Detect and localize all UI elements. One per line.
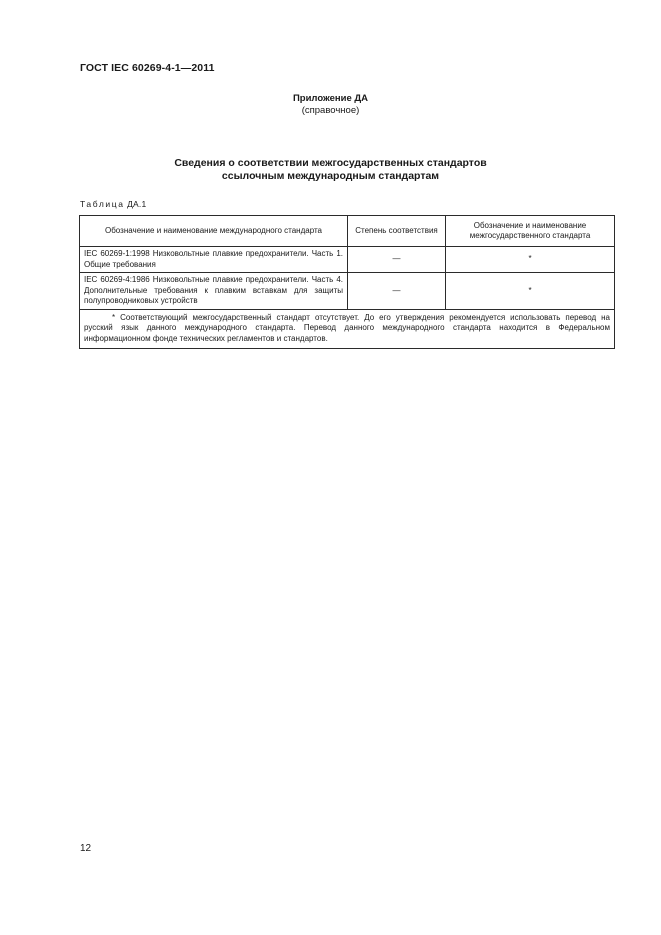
document-code: ГОСТ IEC 60269-4-1—2011	[80, 62, 215, 74]
row-2-degree: —	[348, 273, 446, 310]
table-label-number: ДА.1	[127, 199, 147, 209]
page-number: 12	[80, 843, 92, 854]
annex-subtitle: (справочное)	[301, 104, 360, 116]
footnote-text: * Соответствующий межгосударственный стандарт отсутствует. До его утверждения рекомендуется использовать перевод на русский язык данного международного стандарта. Перевод данного международного стандарта находится в Федеральном информационном фонде технических регламентов и стандартов.	[84, 312, 610, 343]
correspondence-table	[79, 215, 615, 349]
row-1-name: IEC 60269-1:1998 Низковольтные плавкие предохранители. Часть 1. Общие требования	[80, 247, 348, 273]
table-header-row	[80, 216, 615, 247]
header-international-standard: Обозначение и наименование международного стандарта	[80, 216, 348, 247]
row-1-degree: —	[348, 247, 446, 273]
row-2-interstate: *	[446, 273, 615, 310]
table-row	[80, 247, 615, 273]
table-label-prefix: Таблица	[80, 199, 125, 209]
table-row	[80, 273, 615, 310]
table-footnote	[80, 309, 615, 349]
annex-heading	[0, 93, 661, 116]
annex-title: Приложение ДА	[292, 93, 369, 104]
section-title-line-1: Сведения о соответствии межгосударственных стандартов	[174, 157, 487, 169]
section-title	[0, 157, 661, 183]
section-title-line-2: ссылочным международным стандартам	[221, 170, 440, 182]
header-degree: Степень соответствия	[348, 216, 446, 247]
table-label	[80, 199, 146, 209]
table-footnote-row	[80, 309, 615, 349]
row-1-interstate: *	[446, 247, 615, 273]
header-interstate-standard: Обозначение и наименование межгосударственного стандарта	[446, 216, 615, 247]
row-2-name: IEC 60269-4:1986 Низковольтные плавкие предохранители. Часть 4. Дополнительные требования к плавким вставкам для защиты полупроводниковых устройств	[80, 273, 348, 310]
